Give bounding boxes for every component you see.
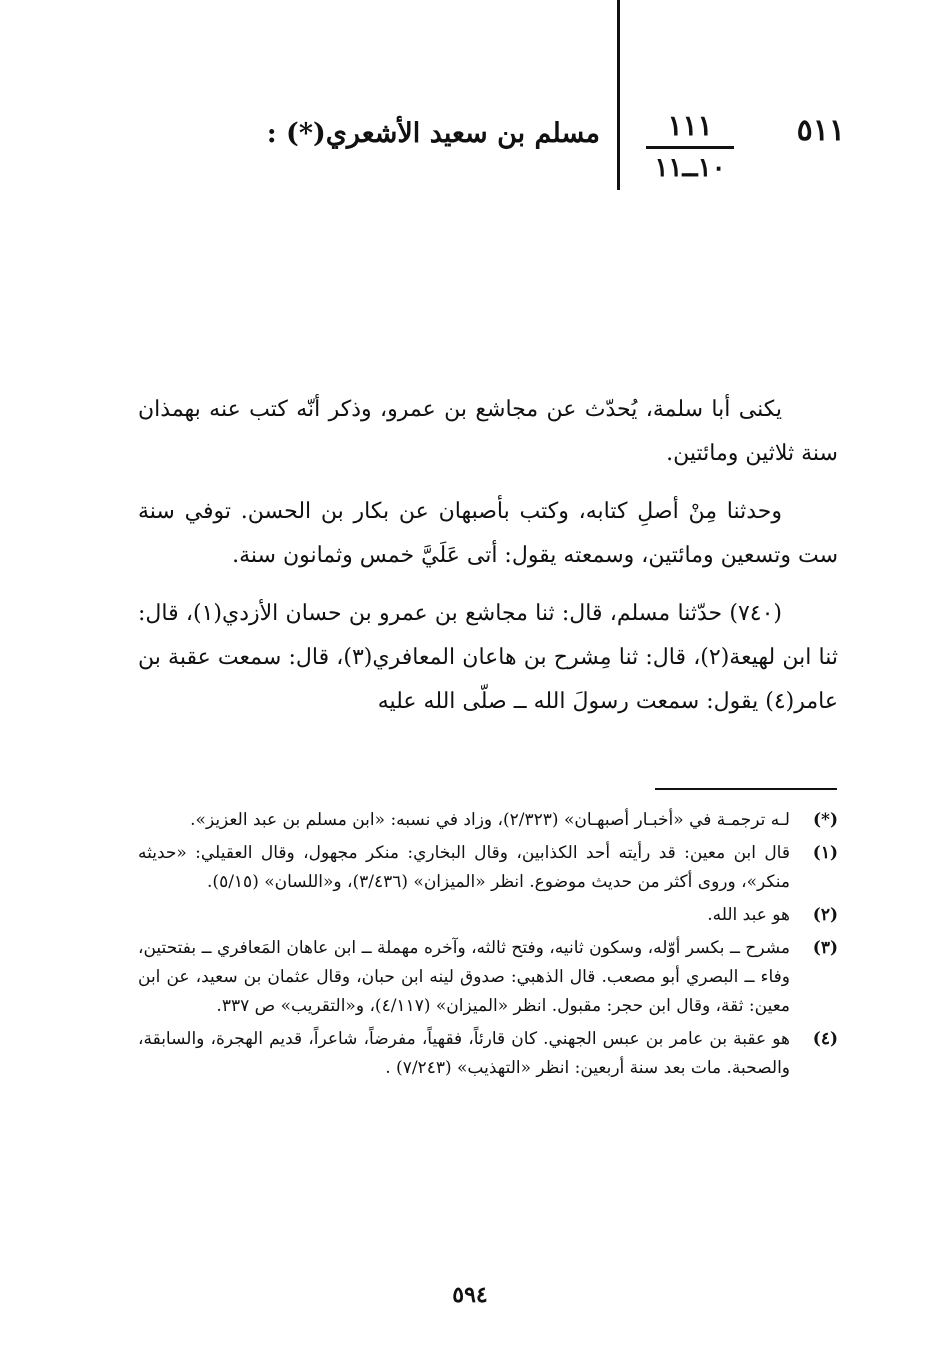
- entry-title: مسلم بن سعيد الأشعري(*) :: [266, 118, 600, 149]
- footnote-mark: (٢): [812, 905, 838, 925]
- footnote-mark: (١): [812, 843, 838, 863]
- fraction-top: ١١١: [667, 109, 713, 142]
- footnote-text: هو عقبة بن عامر بن عبس الجهني. كان قارئاً، فقهياً، مفرضاً، شاعراً، قديم الهجرة، والسابقة، والصحبة. مات بعد سنة أربعين: انظر «التهذيب» (٧/٢٤٣) .: [138, 1029, 790, 1078]
- entry-fraction: [640, 108, 740, 185]
- footnote-text: لـه ترجمـة في «أخبـار أصبهـان» (٢/٣٢٣)، وزاد في نسبه: «ابن مسلم بن عبد العزيز».: [190, 810, 790, 830]
- paragraph: (٧٤٠) حدّثنا مسلم، قال: ثنا مجاشع بن عمرو بن حسان الأزدي(١)، قال: ثنا ابن لهيعة(٢)، قال: ثنا مِشرح بن هاعان المعافري(٣)، قال: سمعت عقبة بن عامر(٤) يقول: سمعت رسولَ الله ــ صلّى الله عليه: [138, 601, 838, 714]
- entry-number: ٥١١: [796, 113, 845, 148]
- footnote: [138, 901, 838, 930]
- main-text: [138, 388, 838, 738]
- footnote-text: هو عبد الله.: [707, 905, 790, 925]
- fraction-bar: [646, 146, 734, 149]
- footnote-mark: (٣): [812, 938, 838, 958]
- paragraph: يكنى أبا سلمة، يُحدّث عن مجاشع بن عمرو، وذكر أنّه كتب عنه بهمذان سنة ثلاثين ومائتين.: [138, 397, 838, 466]
- paragraph: وحدثنا مِنْ أصلِ كتابه، وكتب بأصبهان عن بكار بن الحسن. توفي سنة ست وتسعين ومائتين، وسمعته يقول: أتى عَلَيَّ خمس وثمانون سنة.: [138, 499, 838, 568]
- footnote: [138, 839, 838, 897]
- footnote: [138, 1025, 838, 1083]
- footnote: [138, 934, 838, 1021]
- footnote-separator: [655, 788, 837, 790]
- header-vertical-rule: [617, 0, 620, 190]
- page-number: ٥٩٤: [452, 1282, 488, 1308]
- footnote-text: قال ابن معين: قد رأيته أحد الكذابين، وقال البخاري: منكر مجهول، وقال العقيلي: «حديثه منكر»، وروى أكثر من حديث موضوع. انظر «الميزان» (٣/٤٣٦)، و«اللسان» (٥/١٥).: [138, 843, 790, 892]
- footnote: [138, 806, 838, 835]
- fraction-bottom: ١٠ــ١١: [654, 153, 726, 183]
- footnote-text: مشرح ــ بكسر أوّله، وسكون ثانيه، وفتح ثالثه، وآخره مهملة ــ ابن عاهان المَعافري ــ بفتحتين، وفاء ــ البصري أبو مصعب. قال الذهبي: صدوق لينه ابن حبان، وقال عثمان بن سعيد، عن ابن معين: ثقة، وقال ابن حجر: مقبول. انظر «الميزان» (٤/١١٧)، و«التقريب» ص ٣٣٧.: [138, 938, 790, 1016]
- footnotes: [138, 806, 838, 1087]
- footnote-mark: (*): [813, 810, 838, 830]
- footnote-mark: (٤): [812, 1029, 838, 1049]
